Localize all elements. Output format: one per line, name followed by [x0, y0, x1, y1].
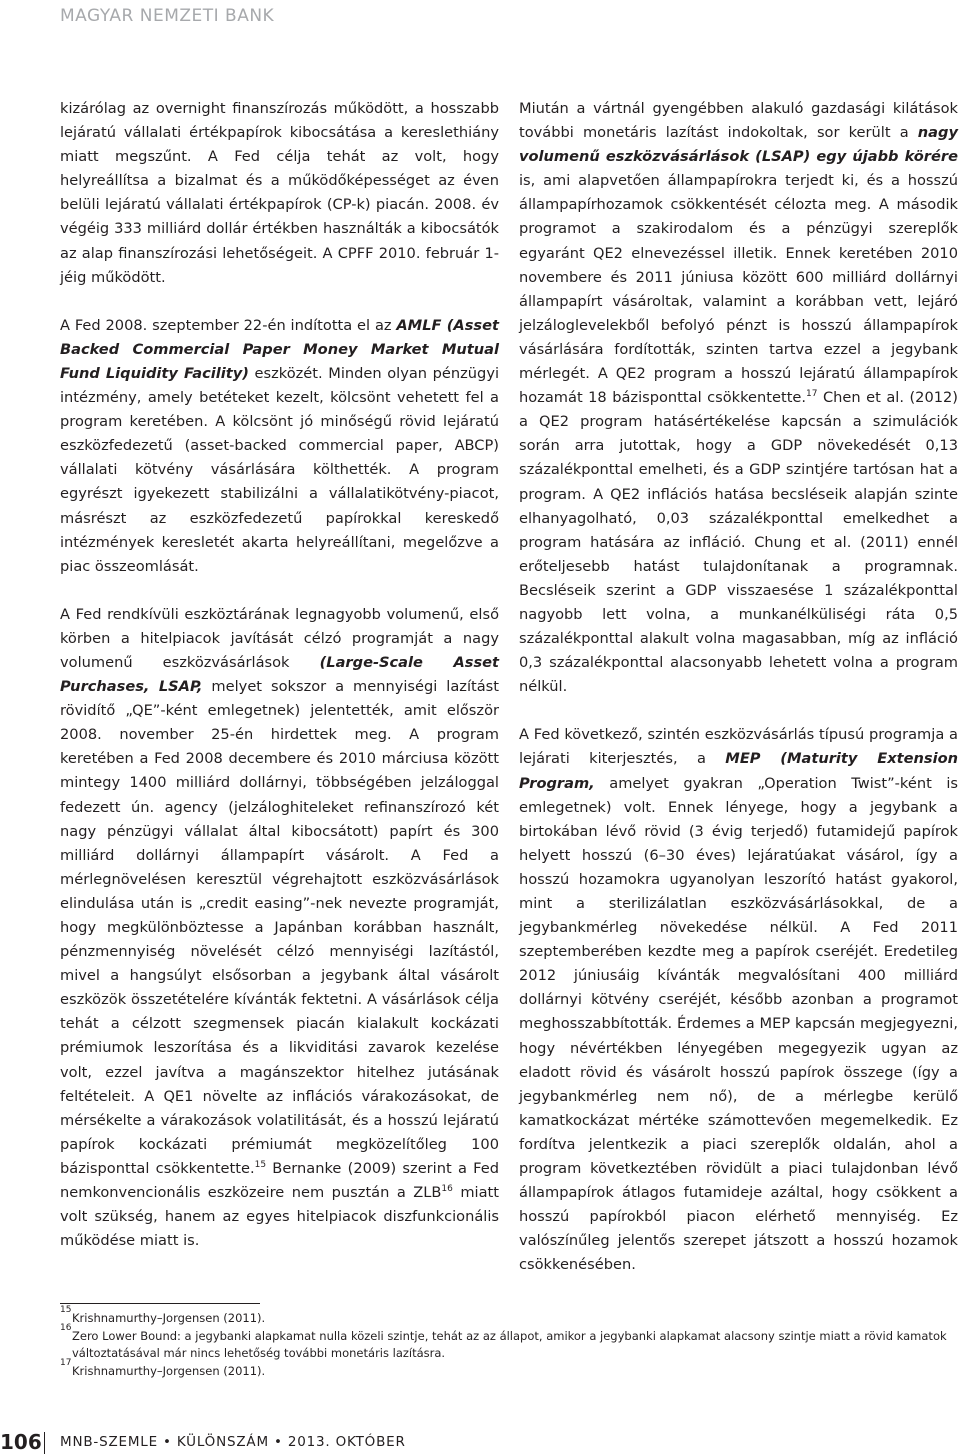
- right-column: [519, 97, 958, 1278]
- page-number: 106: [0, 1430, 42, 1454]
- footer-divider: [44, 1432, 45, 1454]
- text-run: A Fed rendkívüli eszköztárának legnagyobb volumenű, első körben a hitelpiacok javítását célzó programját a nagy volumenű eszközvásárlások: [60, 605, 499, 671]
- text-run: melyet sokszor a mennyiségi lazítást rövidítő „QE”-ként emlegetnek) jelentették, amit először 2008. november 25-én hirdettek meg. A program keretében a Fed 2008 decembere és 2010 márciusa között mintegy 1400 milliárd dollárnyi, többségében jelzáloggal fedezett ún. agency (jelzáloghiteleket refinanszírozó két nagy pénzügyi vállalat által kibocsátott) papírt és 300 milliárd dollárnyi állampapírt vásárolt. A Fed a mérlegnövelésen keresztül végrehajtott eszközvásárlások elindulása után is „credit easing”-nek nevezte programját, hogy megkülönböztesse a Japánban korábban használt, pénzmennyiség növelését célzó mennyiségi lazítástól, mivel a hangsúlyt elsősorban a jegybank által vásárolt eszközök összetételére kívánták fektetni. A vásárlások célja tehát a célzott szegmensek piacán kialakult kockázati prémiumok leszorítása és a likviditási zavarok kezelése volt, ezzel javítva a magánszektor hitelhez jutásának feltételeit. A QE1 növelte az inflációs várakozásokat, de mérsékelte a várakozások volatilitását, és a hosszú lejáratú papírok kockázati prémiumát megközelítőleg 100 bázisponttal csökkentette.: [60, 678, 499, 1177]
- text-run: miatt volt szükség, hanem az egyes hitelpiacok diszfunkcionális működése miatt is.: [60, 1184, 499, 1250]
- text-run: A Fed 2008. szeptember 22-én indította el az: [60, 316, 397, 334]
- text-run: eszközét. Minden olyan pénzügyi intézmény, amely betéteket kezelt, kölcsönt vehetett fel a program keretében. A kölcsönt jó minőségű rövid lejáratú eszközfedezetű (asset-backed commercial paper, ABCP) vállalati kötvény vásárlására költhették. A program egyrészt igyekezett stabilizálni a vállalatikötvény-piacot, másrészt az eszközfedezetű papírokkal kereskedő intézmények keresletét akarta helyreállítani, megelőzve a piac összeomlását.: [60, 364, 500, 575]
- text-run: is, ami alapvetően állampapírokra terjedt ki, és a hosszú állampapírhozamok csökkentését célozta meg. A második programot a szakirodalom és a pénzügyi szereplők egyaránt QE2 elnevezéssel illetik. Ennek keretében 2010 novembere és 2011 júniusa között 600 milliárd dollárnyi állampapírt vásároltak, valamint a korábban vett, lejáró jelzáloglevelekből befolyó pénzt is hosszú állampapírok vásárlására fordították, szinten tartva ezzel a jegybank mérlegét. A QE2 program a hosszú lejáratú állampapírok hozamát 18 bázisponttal csökkentette.: [519, 172, 958, 407]
- text-run: kizárólag az overnight finanszírozás működött, a hosszabb lejáratú vállalati értékpapírok kibocsátása a kereslethiány miatt megszűnt. A Fed célja tehát az volt, hogy helyreállítsa a bizalmat és a működőképességet az éven belüli lejáratú vállalati értékpapírok (CP-k) piacán. 2008. év végéig 333 milliárd dollár értékben használták a kibocsátók az alap finanszírozási lehetőségeit. A CPFF 2010. február 1-jéig működött.: [60, 100, 499, 286]
- text-run: Miután a vártnál gyengébben alakuló gazdasági kilátások további monetáris lazítást indokoltak, sor került a: [519, 100, 958, 142]
- text-run: Chen et al. (2012) a QE2 program hatásértékelése kapcsán a szimulációk során arra jutottak, hogy a GDP növekedését 0,13 százalékponttal emelheti, és a GDP szintjére tartósan hat a program. A QE2 inflációs hatása becsléseik alapján szinte elhanyagolható, 0,03 százalékponttal emelkedhet a program hatására az infláció. Chung et al. (2011) ennél erőteljesebb hatást tulajdonítanak a programnak. Becsléseik szerint a GDP visszaesése 1 százalékponttal nagyobb lett volna, a munkanélküliségi ráta 0,5 százalékponttal alakult volna magasabban, míg az infláció 0,3 százalékponttal alacsonyabb lehetett volna a program nélkül.: [519, 389, 958, 696]
- emphasis-text: nagy volumenű eszközvásárlások (LSAP) egy újabb körére: [519, 124, 958, 166]
- footnote-ref: 17: [806, 389, 818, 400]
- footnote-text: Krishnamurthy–Jorgensen (2011).: [72, 1363, 266, 1378]
- page-footer: [0, 1430, 960, 1455]
- text-run: amelyet gyakran „Operation Twist”-ként is emlegetnek) volt. Ennek lényege, hogy a jegybank a birtokában lévő rövid (3 évig terjedő) futamidejű papírok helyett hosszú (6–30 éves) lejáratúakat vásárol, így a hosszú hozamokra ugyanolyan leszorító hatást gyakorol, mint a sterilizálatlan eszközvásárlásokkal, de a jegybankmérleg növekedése nélkül. A Fed 2011 szeptemberében kezdte meg a papírok cseréjét. Eredetileg 2012 júniusáig kívánták megvalósítani 400 milliárd dollárnyi kötvény cseréjét, később azonban a programot meghosszabbították. Érdemes a MEP kapcsán megjegyezni, hogy névértékben lényegében megegyezik ugyan az eladott rövid és vásárolt hosszú papírok összege (így a jegybankmérleg nem nő), de a mérlegbe kerülő kamatkockázat mértéke számottevően megemelkedik. Ez fordítva jelentkezik a piaci szereplők oldalán, ahol a program következtében rövidült a piaci tulajdonban lévő állampapírok átlagos futamideje azáltal, hogy csökkent a hosszú papírokból piacon elérhető mennyiség. Ez valószínűleg jelentős szerepet játszott a hosszú hozamok csökkenésében.: [519, 774, 958, 1274]
- emphasis-text: (Large-Scale Asset Purchases, LSAP,: [60, 653, 499, 696]
- text-run: Bernanke (2009) szerint a Fed nemkonvencionális eszközeire nem pusztán a ZLB: [60, 1159, 499, 1202]
- running-header: MAGYAR NEMZETI BANK: [60, 6, 275, 26]
- paragraph: [60, 603, 499, 1254]
- journal-title: MNB-SZEMLE • KÜLÖNSZÁM • 2013. OKTÓBER: [60, 1434, 406, 1450]
- footnote: 15 Krishnamurthy–Jorgensen (2011).: [60, 1305, 266, 1325]
- footnote: 17 Krishnamurthy–Jorgensen (2011).: [60, 1357, 266, 1378]
- footnotes: [60, 1305, 960, 1380]
- text-run: A Fed következő, szintén eszközvásárlás típusú programja a lejárati kiterjesztés, a: [519, 726, 958, 768]
- paragraph: [519, 97, 958, 699]
- footnote-text: Zero Lower Bound: a jegybanki alapkamat nulla közeli szintje, tehát az az állapot, amikor a jegybanki alapkamat alacsony szintje miatt a rövid kamatok változtatásával már nincs lehetőség további monetáris lazításra.: [72, 1328, 947, 1360]
- paragraph: [60, 314, 499, 579]
- footnote: 16 Zero Lower Bound: a jegybanki alapkamat nulla közeli szintje, tehát az az állapot, amikor a jegybanki alapkamat alacsony szintje miatt a rövid kamatok változtatásával már nincs lehetőség további monetáris lazításra.: [60, 1322, 947, 1360]
- paragraph: [60, 97, 499, 290]
- footnote-divider: [60, 1303, 260, 1304]
- footnote-ref: 16: [441, 1184, 453, 1195]
- footnote-text: Krishnamurthy–Jorgensen (2011).: [72, 1311, 266, 1325]
- emphasis-text: MEP (Maturity Extension Program,: [519, 750, 958, 792]
- left-column: [60, 97, 499, 1253]
- footnote-ref: 15: [254, 1159, 267, 1170]
- paragraph: [519, 723, 958, 1277]
- emphasis-text: AMLF (Asset Backed Commercial Paper Money Market Mutual Fund Liquidity Facility): [60, 316, 499, 382]
